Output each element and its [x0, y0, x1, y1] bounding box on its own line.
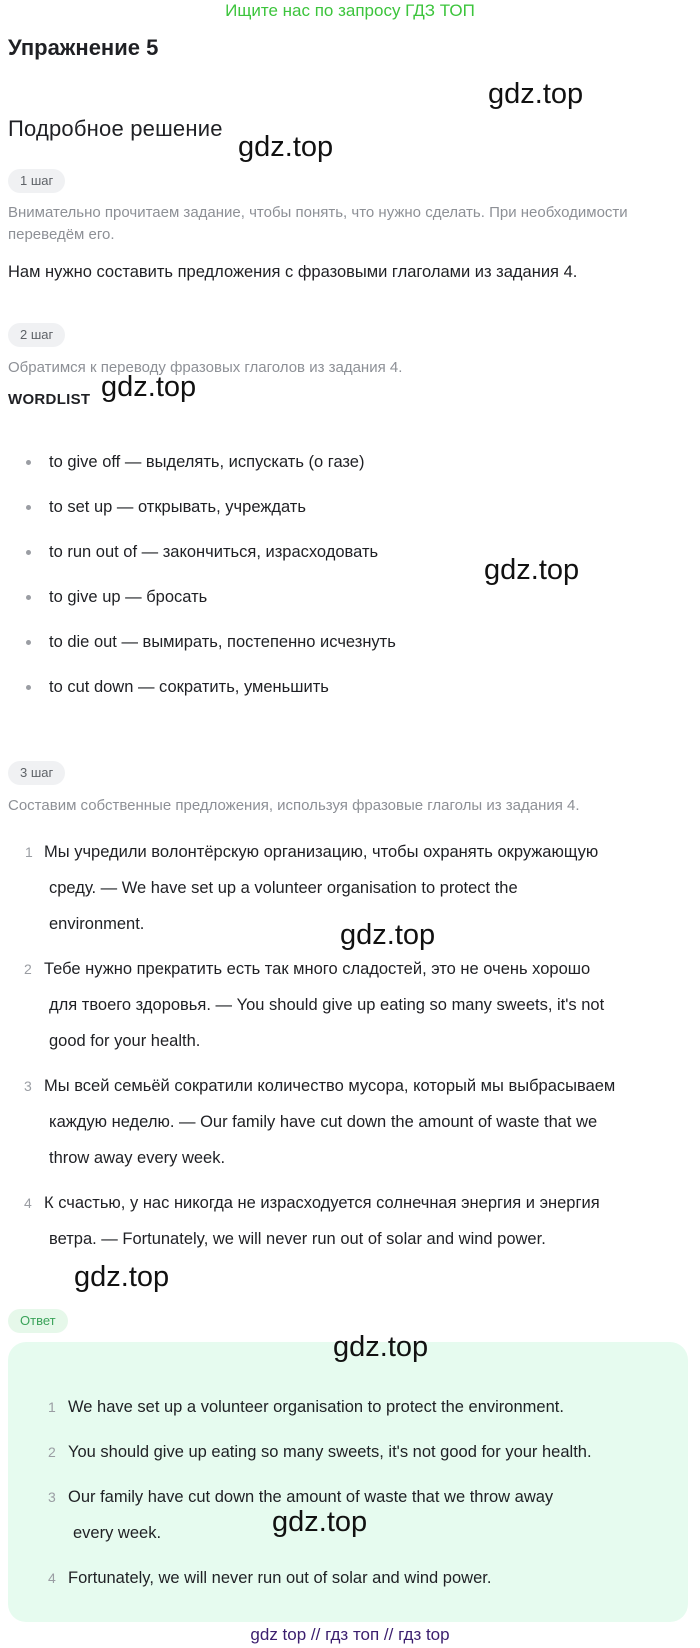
item-number: 1 [48, 1399, 56, 1415]
watermark: gdz.top [272, 1506, 368, 1538]
step-text: Нам нужно составить предложения с фразовыми глаголами из задания 4. [8, 263, 578, 281]
bullet-icon [26, 640, 31, 645]
item-line: среду. — We have set up a volunteer organisation to protect the [49, 879, 518, 897]
item-line: good for your health. [49, 1032, 201, 1050]
wordlist-label: WORDLIST [8, 391, 91, 408]
list-item-text: to die out — вымирать, постепенно исчезнуть [49, 633, 396, 651]
item-number: 3 [24, 1078, 32, 1094]
page-title: Упражнение 5 [8, 35, 159, 60]
watermark: gdz.top [101, 371, 197, 403]
item-number: 2 [48, 1444, 56, 1460]
watermark: gdz.top [340, 919, 436, 951]
solution-heading: Подробное решение [8, 116, 223, 141]
step-note [8, 202, 698, 246]
step-note: Составим собственные предложения, используя фразовые глаголы из задания 4. [8, 797, 580, 814]
item-line: Мы всей семьёй сократили количество мусора, который мы выбрасываем [44, 1077, 616, 1095]
list-item-text: to set up — открывать, учреждать [49, 498, 306, 516]
item-line: Fortunately, we will never run out of solar and wind power. [68, 1569, 492, 1587]
item-line: Тебе нужно прекратить есть так много сладостей, это не очень хорошо [44, 960, 591, 978]
item-line: Our family have cut down the amount of waste that we throw away [68, 1488, 554, 1506]
bullet-icon [26, 505, 31, 510]
list-item-text: to run out of — закончиться, израсходовать [49, 543, 379, 561]
item-line: throw away every week. [49, 1149, 226, 1167]
list-item-text: to give off — выделять, испускать (о газе) [49, 453, 365, 471]
item-number: 4 [48, 1570, 56, 1586]
step-note-line: Внимательно прочитаем задание, чтобы понять, что нужно сделать. При необходимости [8, 204, 628, 221]
item-line: ветра. — Fortunately, we will never run out of solar and wind power. [49, 1230, 546, 1248]
watermark: gdz.top [238, 131, 334, 163]
bullet-icon [26, 550, 31, 555]
search-promo-text[interactable]: Ищите нас по запросу ГДЗ ТОП [225, 1, 475, 20]
item-number: 3 [48, 1489, 56, 1505]
footer-links[interactable]: gdz top // гдз топ // гдз top [250, 1625, 450, 1644]
list-item-text: to give up — бросать [49, 588, 208, 606]
item-number: 2 [24, 961, 32, 977]
item-number: 4 [24, 1195, 32, 1211]
item-number: 1 [25, 844, 33, 860]
step-note: Обратимся к переводу фразовых глаголов из задания 4. [8, 359, 403, 376]
watermark: gdz.top [488, 78, 584, 110]
item-line: К счастью, у нас никогда не израсходуется солнечная энергия и энергия [44, 1194, 600, 1212]
bullet-icon [26, 595, 31, 600]
item-line: environment. [49, 915, 145, 933]
step-badge: 2 шаг [8, 323, 65, 347]
step-badge: 3 шаг [8, 761, 65, 785]
watermark: gdz.top [74, 1261, 170, 1293]
item-line: Мы учредили волонтёрскую организацию, чтобы охранять окружающую [44, 843, 599, 861]
step-badge: 1 шаг [8, 169, 65, 193]
bullet-icon [26, 685, 31, 690]
step-note-line: переведём его. [8, 226, 115, 243]
watermark: gdz.top [333, 1331, 429, 1363]
watermark: gdz.top [484, 554, 580, 586]
item-line: для твоего здоровья. — You should give up eating so many sweets, it's not [49, 996, 605, 1014]
bullet-icon [26, 460, 31, 465]
item-line: every week. [73, 1524, 162, 1542]
list-item-text: to cut down — сократить, уменьшить [49, 678, 329, 696]
item-line: You should give up eating so many sweets, it's not good for your health. [68, 1443, 592, 1461]
answer-badge: Ответ [8, 1309, 68, 1333]
item-line: We have set up a volunteer organisation to protect the environment. [68, 1398, 564, 1416]
item-line: каждую неделю. — Our family have cut down the amount of waste that we [49, 1113, 598, 1131]
